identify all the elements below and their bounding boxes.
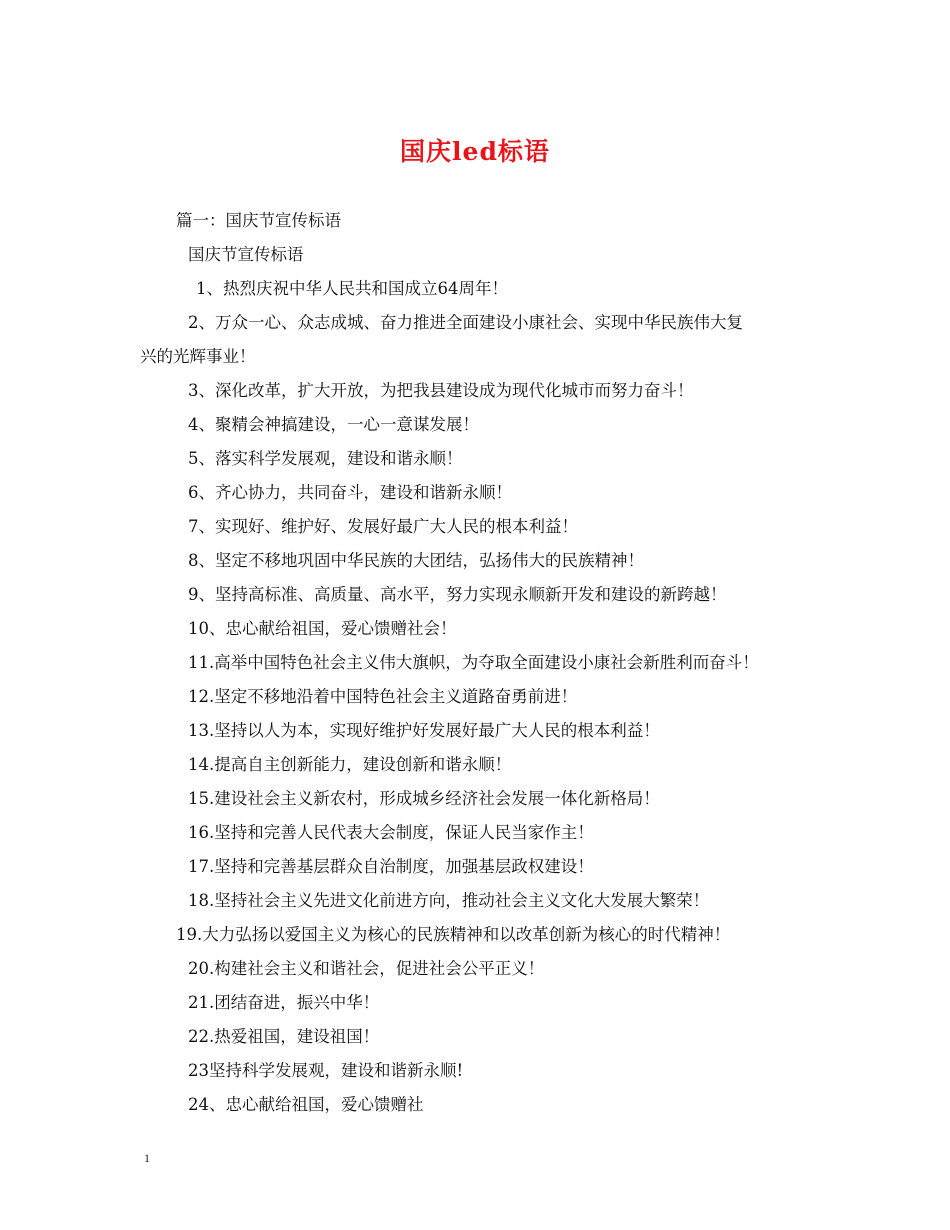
slogan-line: 13.坚持以人为本，实现好维护好发展好最广大人民的根本利益！ (188, 721, 660, 740)
slogan-line: 2、万众一心、众志成城、奋力推进全面建设小康社会、实现中华民族伟大复 (188, 313, 743, 332)
slogan-line: 16.坚持和完善人民代表大会制度，保证人民当家作主！ (188, 823, 594, 842)
slogan-line: 8、坚定不移地巩固中华民族的大团结，弘扬伟大的民族精神！ (188, 551, 644, 570)
slogan-line: 12.坚定不移地沿着中国特色社会主义道路奋勇前进！ (188, 687, 578, 706)
slogan-line: 11.高举中国特色社会主义伟大旗帜，为夺取全面建设小康社会新胜利而奋斗！ (188, 653, 759, 672)
slogan-line: 21.团结奋进，振兴中华！ (188, 993, 380, 1012)
slogan-line: 9、坚持高标准、高质量、高水平，努力实现永顺新开发和建设的新跨越！ (188, 585, 727, 604)
slogan-line: 24、忠心献给祖国，爱心馈赠社 (188, 1095, 424, 1114)
sub-heading: 国庆节宣传标语 (188, 245, 304, 264)
section-heading: 篇一：国庆节宣传标语 (176, 211, 341, 230)
slogan-line: 6、齐心协力，共同奋斗，建设和谐新永顺！ (188, 483, 512, 502)
slogan-line: 15.建设社会主义新农村，形成城乡经济社会发展一体化新格局！ (188, 789, 660, 808)
slogan-line: 22.热爱祖国，建设祖国！ (188, 1027, 380, 1046)
slogan-line: 4、聚精会神搞建设，一心一意谋发展！ (188, 415, 479, 434)
slogan-line: 兴的光辉事业！ (140, 347, 256, 366)
slogan-line: 23坚持科学发展观，建设和谐新永顺! (188, 1061, 464, 1080)
slogan-line: 19.大力弘扬以爱国主义为核心的民族精神和以改革创新为核心的时代精神！ (176, 925, 731, 944)
page-number: 1 (144, 1151, 150, 1165)
slogan-line: 17.坚持和完善基层群众自治制度，加强基层政权建设！ (188, 857, 594, 876)
slogan-line: 7、实现好、维护好、发展好最广大人民的根本利益！ (188, 517, 578, 536)
slogan-line: 3、深化改革，扩大开放，为把我县建设成为现代化城市而努力奋斗！ (188, 381, 694, 400)
slogan-line: 1、热烈庆祝中华人民共和国成立64周年！ (196, 279, 508, 298)
slogan-line: 10、忠心献给祖国，爱心馈赠社会！ (188, 619, 457, 638)
slogan-line: 5、落实科学发展观，建设和谐永顺！ (188, 449, 463, 468)
slogan-line: 20.构建社会主义和谐社会，促进社会公平正义！ (188, 959, 545, 978)
slogan-line: 14.提高自主创新能力，建设创新和谐永顺！ (188, 755, 512, 774)
slogan-line: 18.坚持社会主义先进文化前进方向，推动社会主义文化大发展大繁荣！ (188, 891, 710, 910)
document-title: 国庆led标语 (400, 137, 550, 166)
